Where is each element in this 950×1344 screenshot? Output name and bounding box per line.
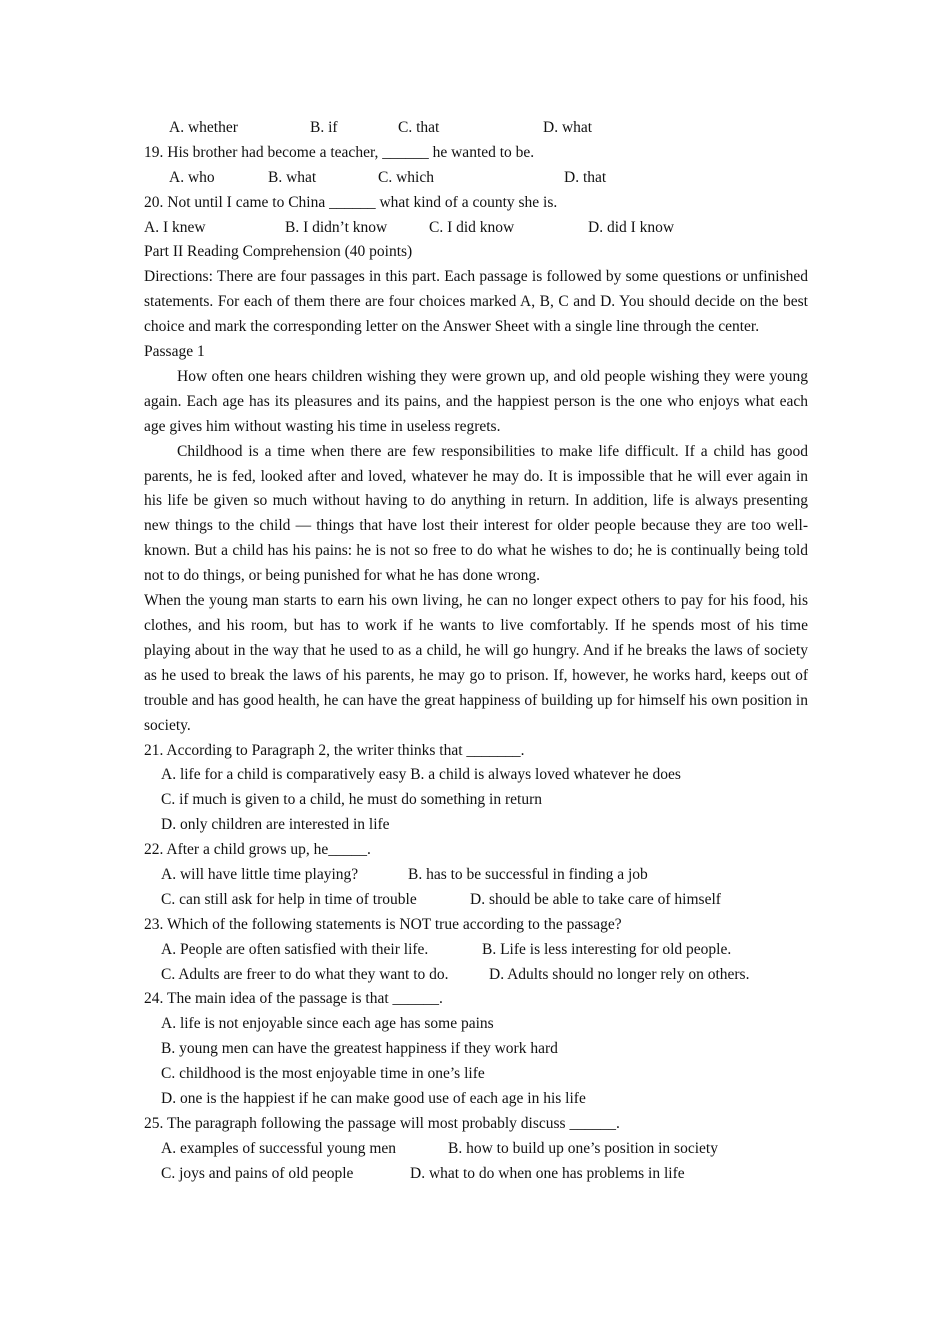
q19-option-d: D. that	[564, 168, 607, 186]
q20-stem: 20. Not until I came to China ______ what kind of a county she is.	[144, 193, 558, 211]
q23-options-ab	[144, 938, 808, 963]
q24-option-a: A. life is not enjoyable since each age has some pains	[161, 1015, 494, 1033]
q22-options-ab	[144, 863, 808, 888]
part2-title: Part II Reading Comprehension (40 points)	[144, 243, 413, 261]
passage1-paragraph-3: When the young man starts to earn his own living, he can no longer expect others to pay for his food, his clothes, and his room, but has to work if he wants to live comfortably. If he spends most of his time playing about in the way that he used to as a child, he will go hungry. And if he breaks the laws of society as he used to break the laws of his parents, he may go to prison. If, however, he works hard, keeps out of trouble and has good health, he can have the great happiness of building up for himself his own position in society.	[144, 592, 808, 734]
q25-option-d: D. what to do when one has problems in life	[410, 1164, 685, 1182]
q19-stem: 19. His brother had become a teacher, ______ he wanted to be.	[144, 143, 535, 161]
q19-option-c: C. which	[378, 168, 434, 186]
q19-options	[144, 166, 808, 191]
q18-option-a: A. whether	[169, 119, 238, 136]
q25-option-c: C. joys and pains of old people	[161, 1164, 354, 1182]
q20-option-b: B. I didn’t know	[285, 218, 388, 236]
q23-stem: 23. Which of the following statements is NOT true according to the passage?	[144, 915, 622, 933]
q21-option-a: A. life for a child is comparatively easy	[161, 766, 407, 784]
q22-options-cd	[144, 888, 808, 913]
q23-option-d: D. Adults should no longer rely on others.	[489, 965, 750, 983]
passage1-paragraph-2: Childhood is a time when there are few responsibilities to make life difficult. If a child has good parents, he is fed, looked after and loved, whatever he may do. It is impossible that he will ever again in his life be given so much without having to do anything in return. In addition, life is always presenting new things to the child — things that have lost their interest for older people because they are too well-known. But a child has his pains: he is not so free to do what he wishes to do; he is continually being told not to do things, or being punished for what he has done wrong.	[144, 442, 808, 585]
q22-option-b: B. has to be successful in finding a job	[408, 866, 648, 883]
q18-option-c: C. that	[398, 119, 440, 136]
q25-stem: 25. The paragraph following the passage will most probably discuss ______.	[144, 1114, 620, 1132]
q18-option-b: B. if	[310, 119, 338, 136]
q23-option-b: B. Life is less interesting for old people.	[482, 940, 732, 958]
exam-page	[144, 116, 808, 1187]
q25-option-a: A. examples of successful young men	[161, 1139, 397, 1157]
q19-option-a: A. who	[169, 168, 215, 186]
q25-options-cd	[144, 1162, 808, 1187]
q19-option-b: B. what	[268, 168, 317, 186]
q21-stem: 21. According to Paragraph 2, the writer thinks that _______.	[144, 741, 525, 759]
q21-options-ab	[144, 763, 808, 788]
q25-option-b: B. how to build up one’s position in society	[448, 1139, 718, 1157]
q23-option-a: A. People are often satisfied with their life.	[161, 940, 429, 958]
q21-option-c: C. if much is given to a child, he must do something in return	[161, 791, 542, 809]
q21-option-b: B. a child is always loved whatever he does	[410, 766, 681, 784]
q20-option-d: D. did I know	[588, 218, 675, 236]
q24-option-b: B. young men can have the greatest happiness if they work hard	[161, 1040, 558, 1058]
q21-option-d: D. only children are interested in life	[161, 816, 390, 834]
q24-option-c: C. childhood is the most enjoyable time in one’s life	[161, 1065, 485, 1083]
passage1-paragraph-1: How often one hears children wishing they were grown up, and old people wishing they were young again. Each age has its pleasures and its pains, and the happiest person is the one who enjoys what each age gives him without wasting his time in useless regrets.	[144, 367, 808, 435]
q18-option-d: D. what	[543, 119, 593, 136]
q25-options-ab	[144, 1137, 808, 1162]
q23-option-c: C. Adults are freer to do what they want to do.	[161, 965, 449, 983]
q22-option-d: D. should be able to take care of himself	[470, 890, 721, 908]
q24-option-d: D. one is the happiest if he can make good use of each age in his life	[161, 1090, 586, 1108]
q20-option-a: A. I knew	[144, 218, 206, 236]
q20-option-c: C. I did know	[429, 218, 515, 236]
q24-stem: 24. The main idea of the passage is that ______.	[144, 990, 443, 1008]
q22-option-a: A. will have little time playing?	[161, 866, 359, 883]
q22-option-c: C. can still ask for help in time of trouble	[161, 890, 417, 908]
q20-options	[144, 216, 808, 241]
q22-stem: 22. After a child grows up, he_____.	[144, 841, 371, 859]
q18-options	[144, 116, 808, 141]
passage1-title: Passage 1	[144, 343, 205, 361]
q23-options-cd	[144, 963, 808, 988]
part2-directions: Directions: There are four passages in this part. Each passage is followed by some questions or unfinished statements. For each of them there are four choices marked A, B, C and D. You should decide on the best choice and mark the corresponding letter on the Answer Sheet with a single line through the center.	[144, 268, 808, 336]
